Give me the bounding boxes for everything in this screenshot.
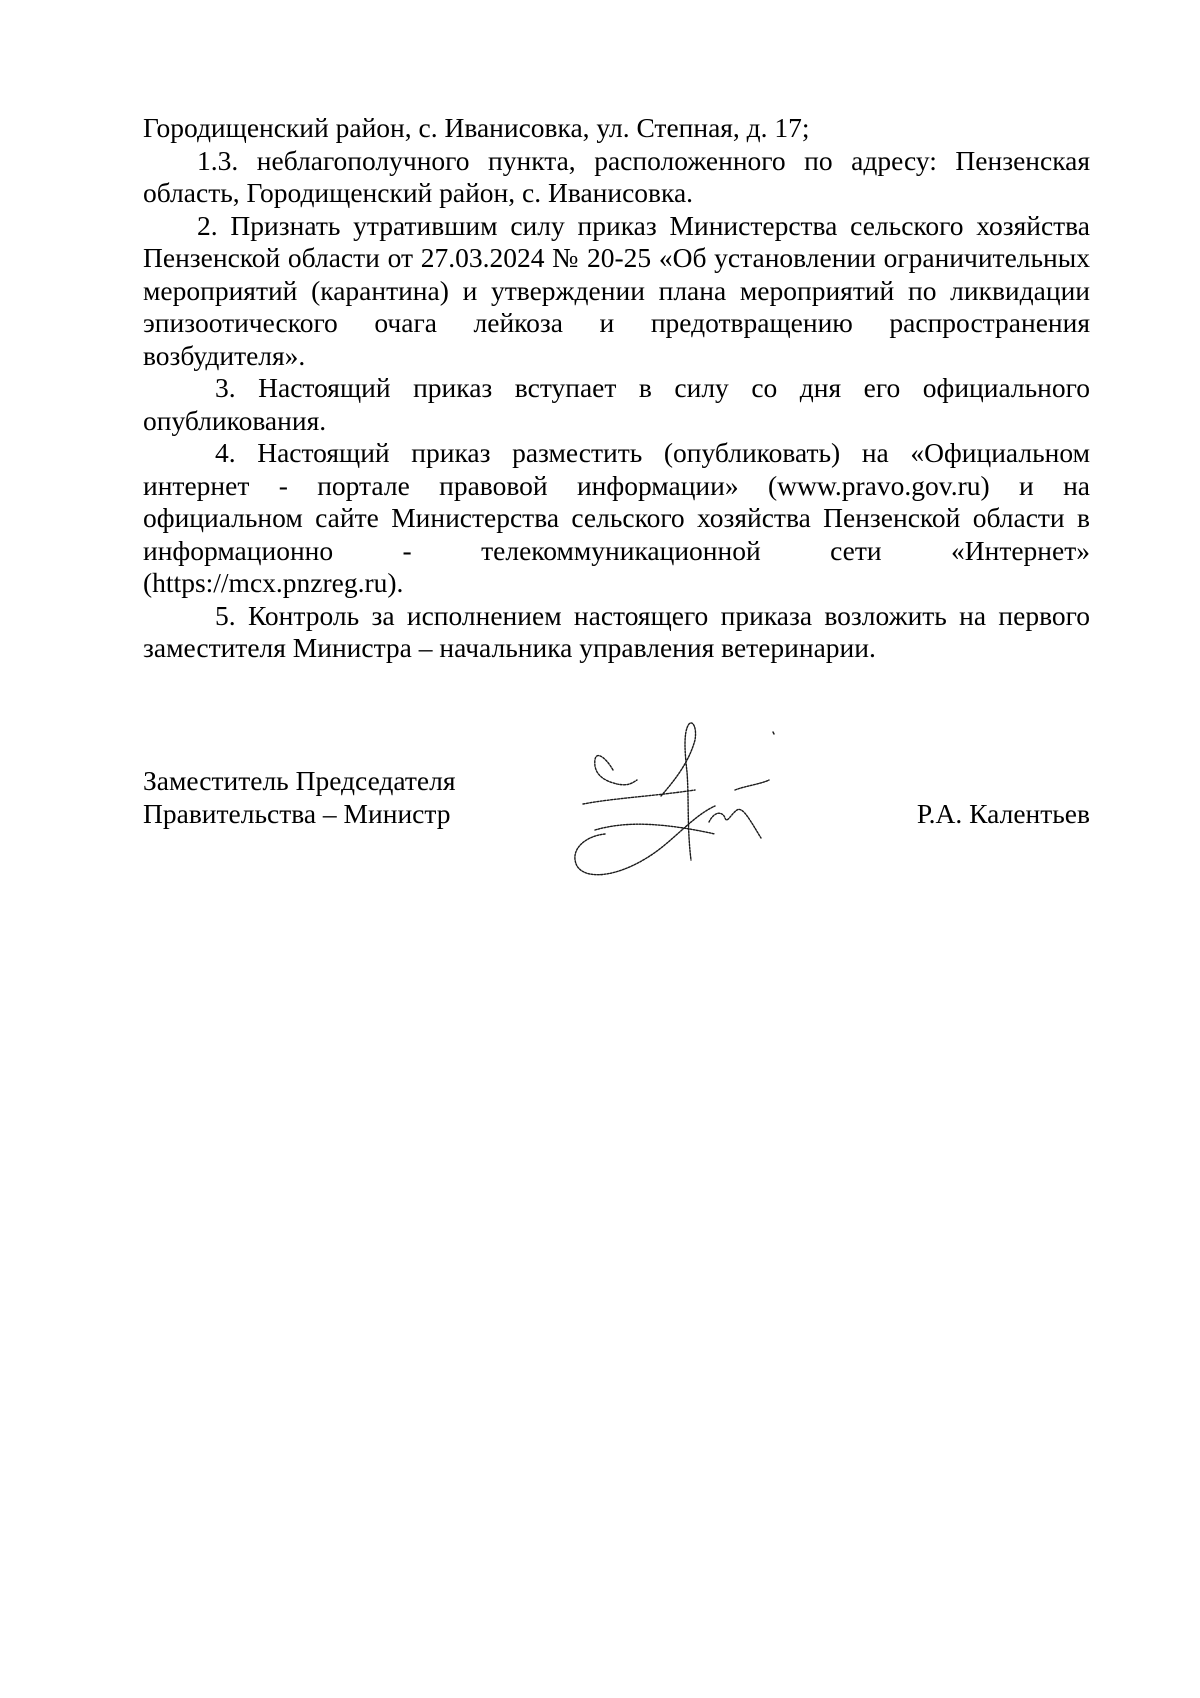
paragraph-address-continuation: Городищенский район, с. Иванисовка, ул. Степная, д. 17; <box>143 112 810 143</box>
paragraph-item-1-3: 1.3. неблагополучного пункта, расположенного по адресу: Пензенская область, Городищенский район, с. Иванисовка. <box>143 144 1090 208</box>
document-body <box>143 112 1090 665</box>
signer-name: Р.А. Калентьев <box>916 797 1090 829</box>
paragraph-item-3: 3. Настоящий приказ вступает в силу со дня его официального опубликования. <box>143 372 1090 436</box>
signer-position-line-2: Правительства – Министр <box>143 797 451 829</box>
handwritten-signature-icon <box>565 710 815 885</box>
paragraph-item-2: 2. Признать утратившим силу приказ Министерства сельского хозяйства Пензенской области от 27.03.2024 № 20-25 «Об установлении ограничительных мероприятий (карантина) и утверждении плана мероприятий по ликвидации эпизоотического очага лейкоза и предотвращению распространения возбудителя». <box>143 209 1090 371</box>
paragraph-item-5: 5. Контроль за исполнением настоящего приказа возложить на первого заместителя Министра – начальника управления ветеринарии. <box>143 599 1090 663</box>
signer-position-line-1: Заместитель Председателя <box>143 765 456 796</box>
paragraph-item-4: 4. Настоящий приказ разместить (опубликовать) на «Официальном интернет - портале правовой информации» (www.pravo.gov.ru) и на официальном сайте Министерства сельского хозяйства Пензенской области в информационно - телекоммуникационной сети «Интернет» (https://mcx.pnzreg.ru). <box>143 437 1090 598</box>
signer-position <box>143 765 456 830</box>
